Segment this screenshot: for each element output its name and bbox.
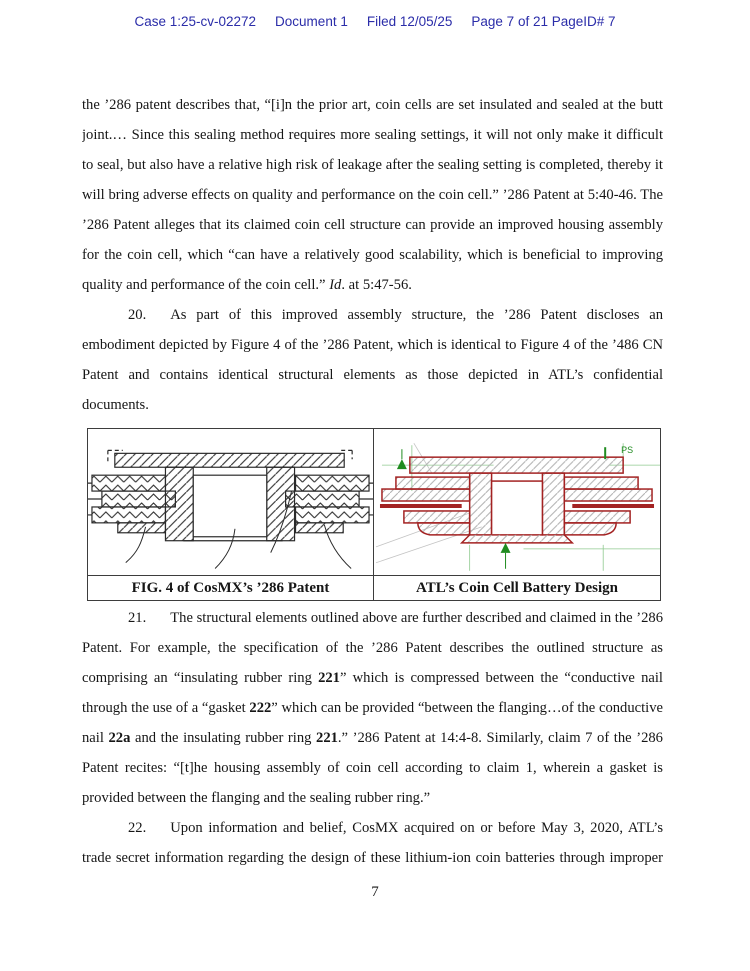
document-body: [82, 90, 663, 873]
text-run: Id: [329, 277, 342, 293]
text-run: 21.: [128, 610, 147, 626]
text-line: [82, 390, 663, 420]
text-line: [82, 633, 663, 663]
text-line: [82, 360, 663, 390]
paragraph: [82, 603, 663, 813]
document-number: Document 1: [275, 14, 348, 29]
text-run: 22.: [128, 820, 147, 836]
text-run: quality and performance of the coin cell.”: [82, 277, 330, 293]
text-run: comprising an “insulating rubber ring: [82, 670, 319, 686]
text-run: Upon information and belief, CosMX acquired on or before May 3, 2020, ATL’s: [170, 820, 663, 836]
case-number: Case 1:25-cv-02272: [134, 14, 257, 29]
text-run: Patent and contains identical structural elements as those depicted in ATL’s confidential: [82, 367, 663, 383]
text-run: documents.: [82, 397, 149, 413]
text-run: ” which is compressed between the “conductive nail: [339, 670, 663, 686]
text-line: [82, 813, 663, 843]
text-run: .” ’286 Patent at 14:4-8. Similarly, claim 7 of the ’286: [337, 730, 663, 746]
text-line: [82, 120, 663, 150]
text-run: The structural elements outlined above are further described and claimed in the ’286: [170, 610, 663, 626]
text-run: 222: [249, 700, 272, 716]
filed-date: Filed 12/05/25: [366, 14, 453, 29]
atl-figure-cell: [374, 429, 660, 575]
text-run: provided between the flanging and the sealing rubber ring.”: [82, 790, 431, 806]
text-line: [82, 270, 663, 300]
text-run: to seal, but also have a relative high risk of leakage after the sealing setting is completed, thereby it: [82, 157, 663, 173]
atl-figure-caption: ATL’s Coin Cell Battery Design: [416, 580, 618, 596]
text-line: [82, 663, 663, 693]
page-id-info: Page 7 of 21 PageID# 7: [471, 14, 616, 29]
text-run: ” which can be provided “between the flanging…of the conductive: [271, 700, 663, 716]
text-line: [82, 693, 663, 723]
text-line: [82, 240, 663, 270]
text-line: [82, 180, 663, 210]
text-run: As part of this improved assembly structure, the ’286 Patent discloses an: [170, 307, 663, 323]
text-run: joint.… Since this sealing method requires more sealing settings, it will not only make it difficult: [82, 127, 663, 143]
text-run: nail: [82, 730, 109, 746]
text-run: and the insulating rubber ring: [130, 730, 317, 746]
text-line: [82, 330, 663, 360]
patent-cross-section-drawing: [88, 429, 373, 575]
text-run: ’286 Patent alleges that its claimed coin cell structure can provide an improved housing assembly: [82, 217, 663, 233]
text-run: 221: [316, 730, 338, 746]
figure-image-row: [88, 429, 660, 575]
paragraph: [82, 300, 663, 420]
text-run: . at 5:47-56.: [341, 277, 412, 293]
text-line: [82, 603, 663, 633]
paragraph: [82, 90, 663, 300]
page-number: 7: [371, 884, 379, 900]
text-run: through the use of a “gasket: [82, 700, 250, 716]
atl-cad-drawing: [374, 429, 660, 575]
text-run: Patent recites: “[t]he housing assembly of coin cell according to claim 1, wherein a gasket is: [82, 760, 663, 776]
text-line: [82, 753, 663, 783]
figure-caption-row: [88, 575, 660, 600]
text-run: trade secret information regarding the design of these lithium-ion coin batteries through improper: [82, 850, 663, 866]
patent-figure-caption: FIG. 4 of CosMX’s ’286 Patent: [88, 576, 374, 600]
text-line: [82, 723, 663, 753]
text-run: 22a: [108, 730, 131, 746]
text-line: [82, 150, 663, 180]
comparison-figure-table: [87, 428, 661, 601]
text-line: [82, 300, 663, 330]
text-run: Patent. For example, the specification of the ’286 Patent describes the outlined structure as: [82, 640, 663, 656]
text-line: [82, 90, 663, 120]
text-run: embodiment depicted by Figure 4 of the ’286 Patent, which is identical to Figure 4 of the ’486 CN: [82, 337, 663, 353]
text-line: [82, 783, 663, 813]
text-line: [82, 210, 663, 240]
text-line: [82, 843, 663, 873]
text-run: for the coin cell, which “can have a relatively good scalability, which is beneficial to improving: [82, 247, 663, 263]
case-stamp-header: [0, 14, 750, 29]
tiny-green-label: PS: [621, 445, 634, 456]
text-run: 221: [318, 670, 340, 686]
patent-figure-cell: [88, 429, 374, 575]
text-run: the ’286 patent describes that, “[i]n the prior art, coin cells are set insulated and sealed at the butt: [82, 97, 663, 113]
text-run: 20.: [128, 307, 147, 323]
text-run: will bring adverse effects on quality and performance on the coin cell.” ’286 Patent at 5:40-46. The: [82, 187, 663, 203]
paragraph: [82, 813, 663, 873]
